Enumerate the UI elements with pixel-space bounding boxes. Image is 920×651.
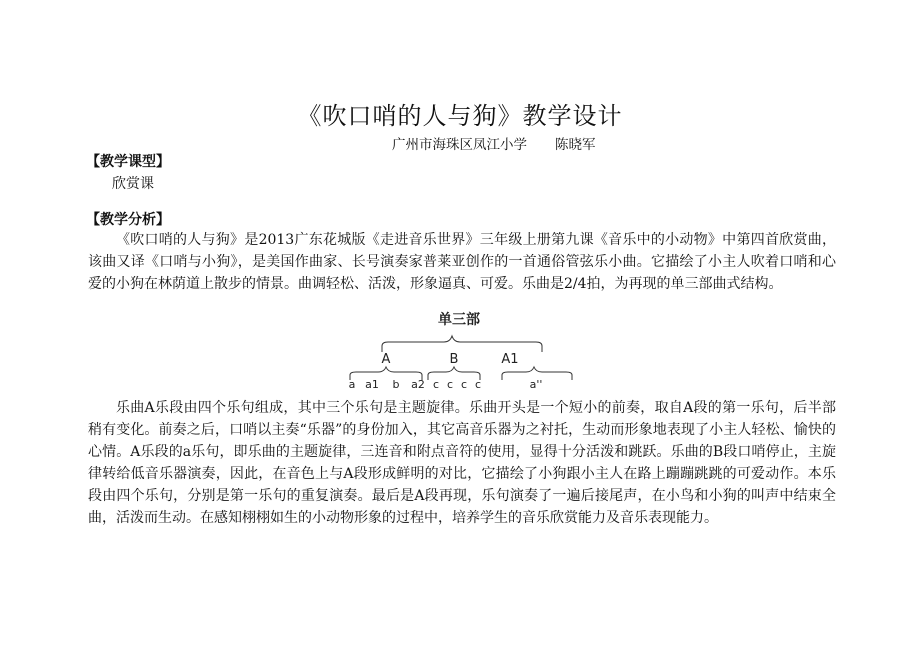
lesson-type-value: 欣赏课 (112, 176, 154, 192)
diagram-title: 单三部 (438, 312, 480, 328)
section-label-a: A (381, 352, 391, 367)
byline (392, 133, 596, 153)
phrase-c-1: c (432, 378, 440, 391)
author-name: 陈晓军 (555, 137, 596, 153)
phrase-c-4: c (474, 378, 482, 391)
school-name: 广州市海珠区凤江小学 (392, 137, 527, 153)
section-label-b: B (449, 352, 459, 367)
section-label-a1: A1 (501, 352, 519, 367)
phrase-a-double-prime: a'' (529, 378, 543, 391)
analysis-paragraph-2: 乐曲A乐段由四个乐句组成，其中三个乐句是主题旋律。乐曲开头是一个短小的前奏，取自A段的第一乐句，后半部稍有变化。前奏之后，口哨以主奏“乐器”的身份加入，其它高音乐器为之衬托，生动而形象地表现了小主人轻松、愉快的心情。A乐段的a乐句，即乐曲的主题旋律，三连音和附点音符的使用，显得十分活泼和跳跃。乐曲的B段口哨停止，主旋律转给低音乐器演奏，因此，在音色上与A段形成鲜明的对比，它描绘了小狗跟小主人在路上蹦蹦跳跳的可爱动作。本乐段由四个乐句，分别是第一乐句的重复演奏。最后是A段再现，乐句演奏了一遍后接尾声，在小鸟和小狗的叫声中结束全曲，活泼而生动。在感知栩栩如生的小动物形象的过程中，培养学生的音乐欣赏能力及音乐表现能力。 (88, 400, 836, 526)
analysis-paragraph-1: 《吹口哨的人与狗》是2013广东花城版《走进音乐世界》三年级上册第九课《音乐中的小动物》中第四首欣赏曲，该曲又译《口哨与小狗》，是美国作曲家、长号演奏家普莱亚创作的一首通俗管弦乐小曲。它描绘了小主人吹着口哨和心爱的小狗在林荫道上散步的情景。曲调轻松、活泼，形象逼真、可爱。乐曲是2/4拍，为再现的单三部曲式结构。 (88, 232, 836, 292)
phrase-b: b (392, 378, 400, 391)
phrase-a2: a2 (411, 378, 425, 391)
document-title: 《吹口哨的人与狗》教学设计 (297, 102, 623, 130)
phrase-c-2: c (446, 378, 454, 391)
phrase-a1: a1 (365, 378, 379, 391)
heading-analysis: 【教学分析】 (86, 212, 170, 228)
phrase-c-3: c (460, 378, 468, 391)
heading-lesson-type: 【教学课型】 (86, 154, 170, 170)
phrase-a: a (348, 378, 356, 391)
ternary-form-diagram (330, 308, 580, 392)
